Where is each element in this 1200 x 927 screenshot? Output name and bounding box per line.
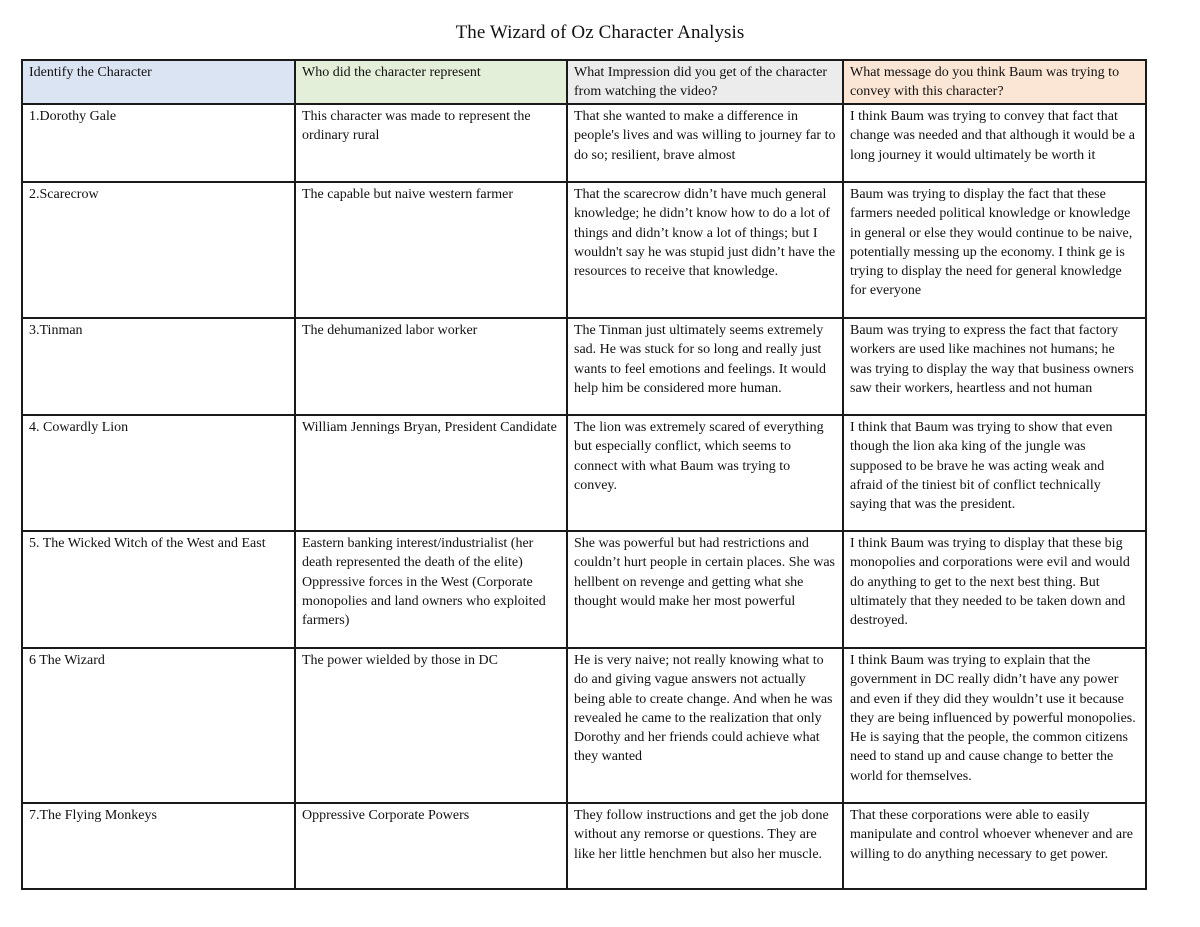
character-cell: 7.The Flying Monkeys	[22, 803, 295, 889]
character-cell: 4. Cowardly Lion	[22, 415, 295, 531]
header-impression: What Impression did you get of the character from watching the video?	[567, 60, 843, 104]
table-row	[22, 648, 1146, 803]
header-who-represent: Who did the character represent	[295, 60, 567, 104]
character-cell: 3.Tinman	[22, 318, 295, 415]
impression-cell: The Tinman just ultimately seems extremely sad. He was stuck for so long and really just wants to feel emotions and feelings. It would help him be considered more human.	[567, 318, 843, 415]
message-cell: I think that Baum was trying to show that even though the lion aka king of the jungle was supposed to be brave he was acting weak and afraid of the tiniest bit of conflict technically saying that was the president.	[843, 415, 1146, 531]
message-cell: That these corporations were able to easily manipulate and control whoever whenever and are willing to do anything necessary to get power.	[843, 803, 1146, 889]
impression-cell: That she wanted to make a difference in people's lives and was willing to journey far to do so; resilient, brave almost	[567, 104, 843, 182]
represent-cell: Oppressive Corporate Powers	[295, 803, 567, 889]
represent-cell: The power wielded by those in DC	[295, 648, 567, 803]
character-cell: 1.Dorothy Gale	[22, 104, 295, 182]
table-row	[22, 318, 1146, 415]
header-message: What message do you think Baum was trying to convey with this character?	[843, 60, 1146, 104]
character-cell: 6 The Wizard	[22, 648, 295, 803]
message-cell: I think Baum was trying to explain that the government in DC really didn’t have any power and even if they did they wouldn’t use it because they are being influenced by powerful monopolies. He is saying that the people, the common citizens need to stand up and cause change to better the world for themselves.	[843, 648, 1146, 803]
represent-cell: The dehumanized labor worker	[295, 318, 567, 415]
table-row	[22, 415, 1146, 531]
header-row	[22, 60, 1146, 104]
impression-cell: He is very naive; not really knowing what to do and giving vague answers not actually being able to create change. And when he was revealed he came to the realization that only Dorothy and her friends could achieve what they wanted	[567, 648, 843, 803]
impression-cell: That the scarecrow didn’t have much general knowledge; he didn’t know how to do a lot of things and didn’t know a lot of things; but I wouldn't say he was stupid just didn’t have the resources to receive that knowledge.	[567, 182, 843, 318]
character-cell: 5. The Wicked Witch of the West and East	[22, 531, 295, 648]
header-identify-character: Identify the Character	[22, 60, 295, 104]
represent-cell: Eastern banking interest/industrialist (her death represented the death of the elite) Oppressive forces in the West (Corporate monopolies and land owners who exploited farmers)	[295, 531, 567, 648]
message-cell: I think Baum was trying to display that these big monopolies and corporations were evil and would do anything to get to the next best thing. But ultimately that they needed to be taken down and destroyed.	[843, 531, 1146, 648]
message-cell: Baum was trying to display the fact that these farmers needed political knowledge or knowledge in general or else they would continue to be naive, potentially messing up the economy. I think ge is trying to display the need for general knowledge for everyone	[843, 182, 1146, 318]
table-row	[22, 104, 1146, 182]
character-analysis-table	[21, 59, 1147, 890]
impression-cell: The lion was extremely scared of everything but especially conflict, which seems to connect with what Baum was trying to convey.	[567, 415, 843, 531]
message-cell: Baum was trying to express the fact that factory workers are used like machines not humans; he was trying to display the way that business owners saw their workers, heartless and not human	[843, 318, 1146, 415]
represent-cell: William Jennings Bryan, President Candidate	[295, 415, 567, 531]
impression-cell: They follow instructions and get the job done without any remorse or questions. They are like her little henchmen but also her muscle.	[567, 803, 843, 889]
table-row	[22, 803, 1146, 889]
impression-cell: She was powerful but had restrictions and couldn’t hurt people in certain places. She was hellbent on revenge and getting what she thought would make her most powerful	[567, 531, 843, 648]
document-title: The Wizard of Oz Character Analysis	[455, 22, 745, 43]
represent-cell: This character was made to represent the ordinary rural	[295, 104, 567, 182]
character-cell: 2.Scarecrow	[22, 182, 295, 318]
table-row	[22, 182, 1146, 318]
represent-cell: The capable but naive western farmer	[295, 182, 567, 318]
table-row	[22, 531, 1146, 648]
message-cell: I think Baum was trying to convey that fact that change was needed and that although it would be a long journey it would ultimately be worth it	[843, 104, 1146, 182]
